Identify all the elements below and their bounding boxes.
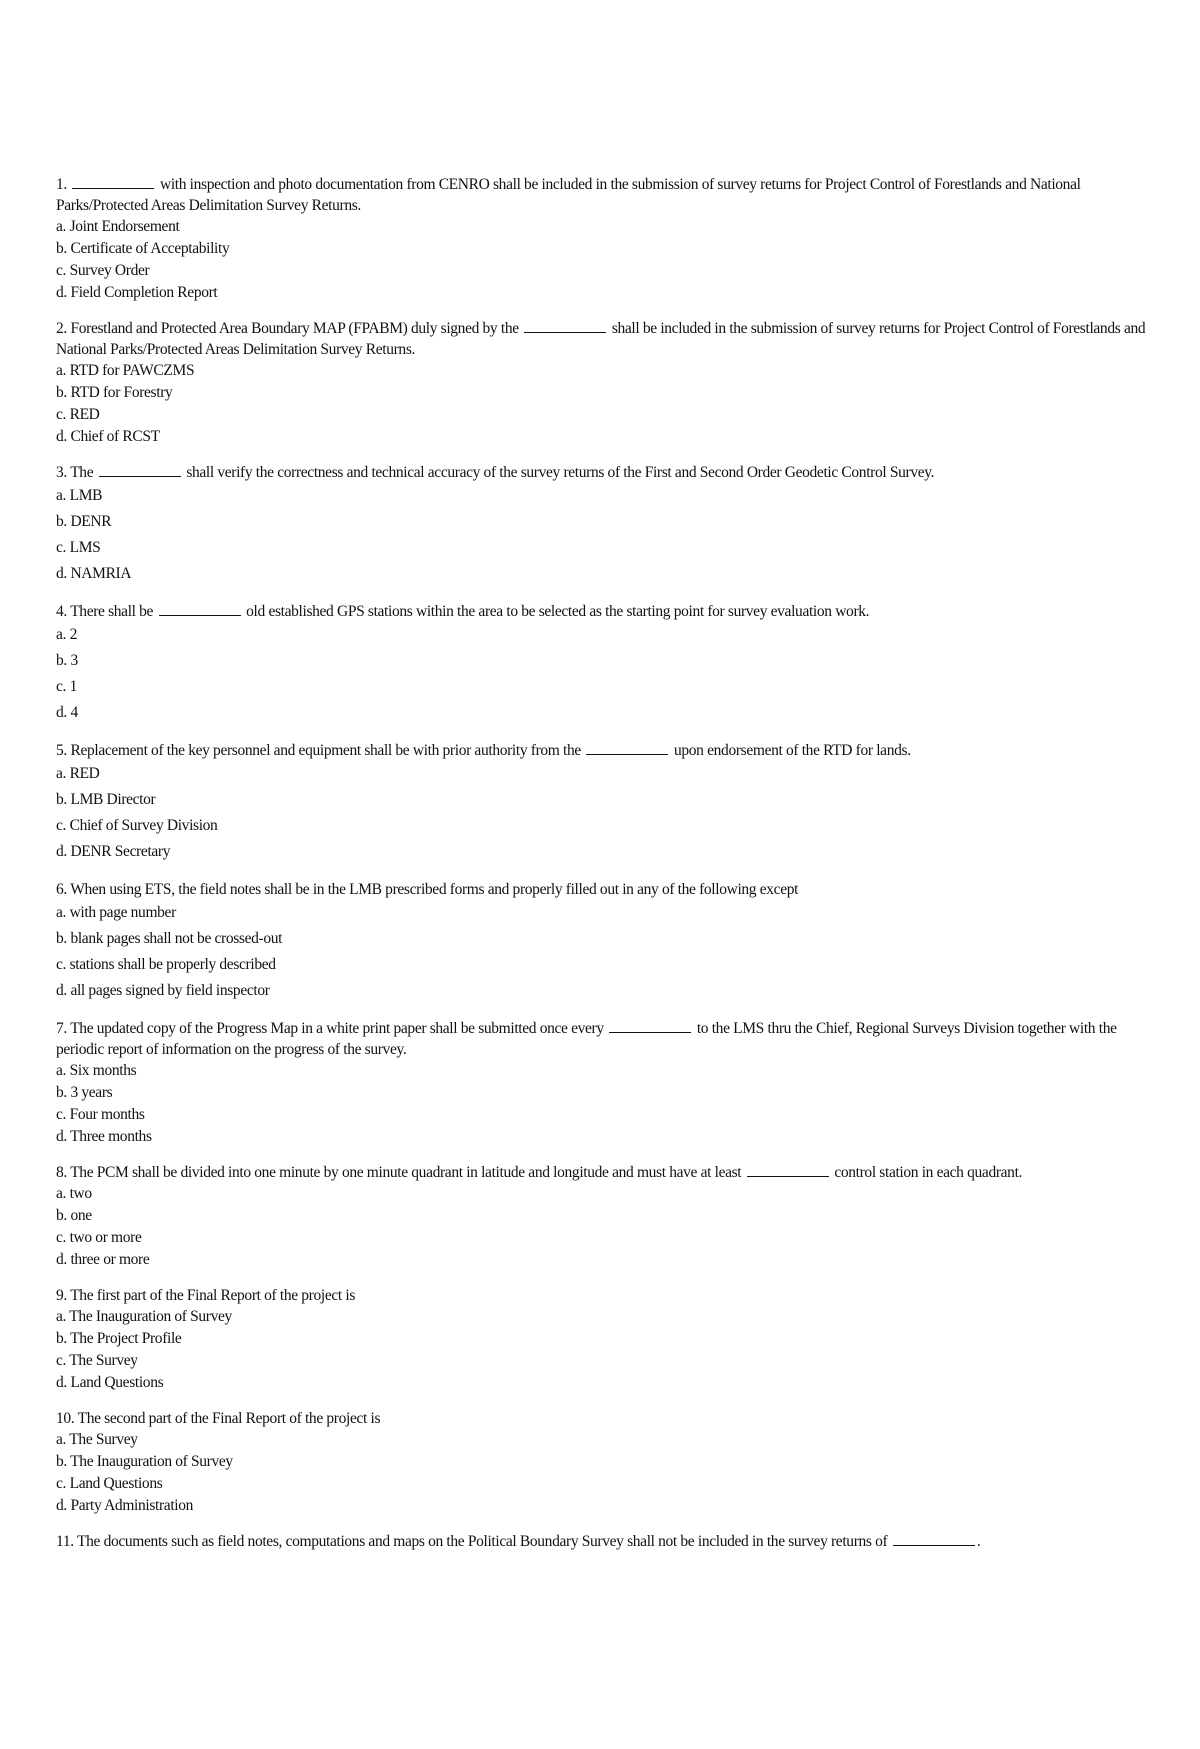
option-d: d. three or more [56,1251,150,1268]
question-7 [56,1018,1168,1148]
option-b: b. blank pages shall not be crossed-out [56,930,283,947]
option-d: d. Chief of RCST [56,428,160,445]
question-number: 2. [56,320,67,337]
question-stem [56,1018,1168,1060]
option-c: c. 1 [56,678,77,695]
option-d: d. DENR Secretary [56,843,171,860]
answer-blank [159,614,241,616]
option-list [56,1183,1168,1271]
option-c: c. Land Questions [56,1475,163,1492]
question-stem [56,1408,1168,1429]
answer-blank [609,1031,691,1033]
question-text-before: When using ETS, the field notes shall be in the LMB prescribed forms and properly filled out in any of the following except [70,881,799,898]
option-list [56,900,1168,1004]
option-b: b. one [56,1207,92,1224]
question-stem [56,462,1168,483]
question-2 [56,318,1168,448]
question-number: 11. [56,1533,74,1550]
question-4 [56,601,1168,726]
question-stem [56,174,1168,216]
answer-blank [99,475,181,477]
option-a: a. The Survey [56,1431,138,1448]
answer-blank [893,1544,975,1546]
question-text-after: control station in each quadrant. [834,1164,1023,1181]
question-text-after: . [976,1533,981,1550]
option-a: a. RTD for PAWCZMS [56,362,195,379]
option-list [56,216,1168,304]
question-text-before: The PCM shall be divided into one minute by one minute quadrant in latitude and longitude and must have at least [70,1164,742,1181]
question-9 [56,1285,1168,1394]
question-text-before: The first part of the Final Report of the project is [70,1287,356,1304]
question-6 [56,879,1168,1004]
option-b: b. LMB Director [56,791,156,808]
question-number: 4. [56,603,67,620]
option-d: d. Three months [56,1128,152,1145]
question-stem [56,740,1168,761]
question-number: 10. [56,1410,75,1427]
option-a: a. Six months [56,1062,137,1079]
option-a: a. two [56,1185,92,1202]
question-text-after: shall verify the correctness and technical accuracy of the survey returns of the First and Second Order Geodetic Control Survey. [186,464,935,481]
question-text-after: to the LMS thru the Chief, Regional Surveys Division together with the periodic report of information on the progress of the survey. [56,1020,1117,1058]
question-stem [56,1531,1168,1552]
option-c: c. Survey Order [56,262,150,279]
option-d: d. NAMRIA [56,565,132,582]
answer-blank [72,187,154,189]
option-c: c. stations shall be properly described [56,956,276,973]
option-a: a. Joint Endorsement [56,218,180,235]
answer-blank [747,1175,829,1177]
option-c: c. The Survey [56,1352,138,1369]
option-d: d. all pages signed by field inspector [56,982,270,999]
question-text-after: old established GPS stations within the area to be selected as the starting point for survey evaluation work. [246,603,870,620]
question-number: 7. [56,1020,67,1037]
option-list [56,1429,1168,1517]
question-stem [56,318,1168,360]
option-c: c. RED [56,406,100,423]
option-a: a. RED [56,765,100,782]
exam-document [56,174,1168,1566]
question-stem [56,1285,1168,1306]
question-text-before: The [70,464,94,481]
question-1 [56,174,1168,304]
question-text-before: The updated copy of the Progress Map in a white print paper shall be submitted once every [70,1020,604,1037]
question-number: 9. [56,1287,67,1304]
option-b: b. DENR [56,513,112,530]
question-number: 5. [56,742,67,759]
option-c: c. LMS [56,539,101,556]
question-number: 1. [56,176,67,193]
question-text-after: shall be included in the submission of survey returns for Project Control of Forestlands and National Parks/Protected Areas Delimitation Survey Returns. [56,320,1146,358]
option-a: a. with page number [56,904,176,921]
question-text-after: upon endorsement of the RTD for lands. [673,742,911,759]
option-b: b. The Inauguration of Survey [56,1453,233,1470]
option-c: c. Chief of Survey Division [56,817,218,834]
question-3 [56,462,1168,587]
option-a: a. LMB [56,487,103,504]
question-number: 8. [56,1164,67,1181]
answer-blank [524,331,606,333]
option-c: c. Four months [56,1106,145,1123]
question-text-after: with inspection and photo documentation from CENRO shall be included in the submission of survey returns for Project Control of Forestlands and National Parks/Protected Areas Delimitation Survey Returns. [56,176,1081,214]
option-list [56,483,1168,587]
option-b: b. Certificate of Acceptability [56,240,230,257]
option-list [56,360,1168,448]
question-8 [56,1162,1168,1271]
option-d: d. 4 [56,704,78,721]
question-10 [56,1408,1168,1517]
option-d: d. Field Completion Report [56,284,218,301]
option-b: b. RTD for Forestry [56,384,173,401]
answer-blank [586,753,668,755]
option-b: b. 3 years [56,1084,113,1101]
question-text-before: There shall be [70,603,154,620]
option-d: d. Party Administration [56,1497,194,1514]
question-stem [56,1162,1168,1183]
question-stem [56,601,1168,622]
option-list [56,1306,1168,1394]
option-b: b. The Project Profile [56,1330,182,1347]
option-a: a. The Inauguration of Survey [56,1308,232,1325]
question-text-before: Forestland and Protected Area Boundary MAP (FPABM) duly signed by the [70,320,519,337]
option-list [56,1060,1168,1148]
question-text-before: Replacement of the key personnel and equipment shall be with prior authority from the [70,742,581,759]
option-d: d. Land Questions [56,1374,164,1391]
option-list [56,622,1168,726]
question-11 [56,1531,1168,1552]
question-number: 3. [56,464,67,481]
option-b: b. 3 [56,652,78,669]
option-list [56,761,1168,865]
option-c: c. two or more [56,1229,142,1246]
question-5 [56,740,1168,865]
question-stem [56,879,1168,900]
question-text-before: The documents such as field notes, computations and maps on the Political Boundary Survey shall not be included in the survey returns of [77,1533,888,1550]
question-number: 6. [56,881,67,898]
option-a: a. 2 [56,626,77,643]
question-text-before: The second part of the Final Report of the project is [77,1410,381,1427]
